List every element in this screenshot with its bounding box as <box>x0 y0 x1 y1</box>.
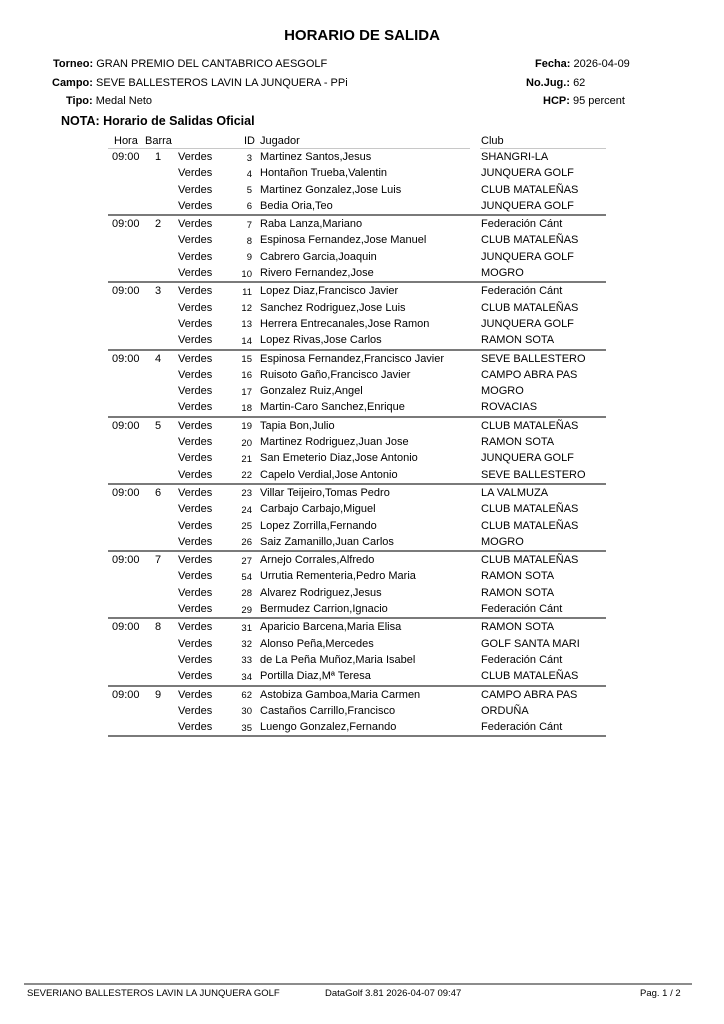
table-row <box>108 399 606 415</box>
barra-cell: 2 <box>155 218 162 231</box>
club-cell: CLUB MATALEÑAS <box>481 503 579 516</box>
player-id-cell: 5 <box>246 185 252 197</box>
barra-cell: 6 <box>155 486 162 499</box>
player-id-cell: 8 <box>246 235 252 247</box>
club-cell: Federación Cánt <box>481 603 563 616</box>
player-name-cell: San Emeterio Diaz,Jose Antonio <box>260 452 418 465</box>
player-name-cell: Alvarez Rodriguez,Jesus <box>260 586 382 599</box>
player-id-cell: 10 <box>241 268 252 280</box>
hora-cell: 09:00 <box>112 688 140 701</box>
tee-cell: Verdes <box>178 385 213 398</box>
player-id-cell: 12 <box>241 303 252 315</box>
tee-cell: Verdes <box>178 151 213 163</box>
club-cell: GOLF SANTA MARI <box>481 637 580 650</box>
fecha-field <box>535 58 630 70</box>
club-cell: LA VALMUZA <box>481 486 549 499</box>
player-id-cell: 9 <box>246 252 252 264</box>
tee-group <box>108 351 606 418</box>
table-row <box>108 552 606 568</box>
hora-cell: 09:00 <box>112 352 140 365</box>
player-name-cell: Alonso Peña,Mercedes <box>260 637 374 650</box>
player-name-cell: Lopez Diaz,Francisco Javier <box>260 285 399 298</box>
table-row <box>108 534 606 550</box>
tee-cell: Verdes <box>178 570 213 583</box>
club-cell: CLUB MATALEÑAS <box>481 670 579 683</box>
table-row <box>108 265 606 281</box>
player-name-cell: Martinez Rodriguez,Juan Jose <box>260 436 409 449</box>
table-row <box>108 485 606 501</box>
club-cell: CLUB MATALEÑAS <box>481 234 579 247</box>
player-name-cell: Villar Teijeiro,Tomas Pedro <box>260 486 390 499</box>
tee-group <box>108 283 606 350</box>
tee-cell: Verdes <box>178 688 213 701</box>
table-row <box>108 216 606 232</box>
torneo-value: GRAN PREMIO DEL CANTABRICO AESGOLF <box>96 58 328 70</box>
tee-cell: Verdes <box>178 670 213 683</box>
table-row <box>108 232 606 248</box>
header-hora: Hora <box>114 135 138 147</box>
footer-divider <box>24 983 692 985</box>
hora-cell: 09:00 <box>112 218 140 231</box>
hora-cell: 09:00 <box>112 285 140 298</box>
player-name-cell: Castaños Carrillo,Francisco <box>260 704 396 717</box>
tee-time-groups <box>108 149 606 737</box>
hora-cell: 09:00 <box>112 151 140 163</box>
player-id-cell: 32 <box>241 639 252 651</box>
header-id: ID <box>244 135 255 147</box>
barra-cell: 9 <box>155 688 162 701</box>
barra-cell: 5 <box>155 419 162 432</box>
barra-cell: 8 <box>155 621 162 634</box>
club-cell: CLUB MATALEÑAS <box>481 519 579 532</box>
tee-cell: Verdes <box>178 183 213 196</box>
player-name-cell: Bermudez Carrion,Ignacio <box>260 603 388 616</box>
player-id-cell: 27 <box>241 555 252 567</box>
table-row <box>108 719 606 735</box>
player-name-cell: Herrera Entrecanales,Jose Ramon <box>260 317 430 330</box>
club-cell: RAMON SOTA <box>481 436 555 449</box>
player-name-cell: Martin-Caro Sanchez,Enrique <box>260 401 405 414</box>
tee-cell: Verdes <box>178 436 213 449</box>
club-cell: SEVE BALLESTERO <box>481 352 586 365</box>
club-cell: CLUB MATALEÑAS <box>481 419 579 432</box>
tee-cell: Verdes <box>178 586 213 599</box>
player-name-cell: Martinez Gonzalez,Jose Luis <box>260 183 402 196</box>
player-id-cell: 20 <box>241 437 252 449</box>
club-cell: SEVE BALLESTERO <box>481 468 586 481</box>
tee-cell: Verdes <box>178 721 213 734</box>
player-name-cell: Tapia Bon,Julio <box>260 419 335 432</box>
club-cell: CLUB MATALEÑAS <box>481 183 579 196</box>
player-id-cell: 35 <box>241 722 252 734</box>
torneo-label: Torneo: <box>53 58 94 70</box>
club-cell: MOGRO <box>481 535 524 548</box>
player-id-cell: 14 <box>241 335 252 347</box>
tee-cell: Verdes <box>178 167 213 180</box>
tee-cell: Verdes <box>178 199 213 212</box>
table-row <box>108 652 606 668</box>
club-cell: Federación Cánt <box>481 721 563 734</box>
player-name-cell: Rivero Fernandez,Jose <box>260 267 374 280</box>
hcp-field <box>543 95 625 107</box>
nota <box>61 114 255 128</box>
header-barra: Barra <box>145 135 172 147</box>
player-id-cell: 54 <box>241 571 252 583</box>
table-row <box>108 501 606 517</box>
tee-cell: Verdes <box>178 267 213 280</box>
tee-cell: Verdes <box>178 637 213 650</box>
player-name-cell: Sanchez Rodriguez,Jose Luis <box>260 301 406 314</box>
hora-cell: 09:00 <box>112 486 140 499</box>
table-row <box>108 619 606 635</box>
fecha-label: Fecha: <box>535 58 571 70</box>
player-name-cell: Luengo Gonzalez,Fernando <box>260 721 397 734</box>
table-row <box>108 283 606 299</box>
tee-cell: Verdes <box>178 368 213 381</box>
nojug-field <box>526 77 585 89</box>
fecha-value: 2026-04-09 <box>573 58 630 70</box>
footer-club-name: SEVERIANO BALLESTEROS LAVIN LA JUNQUERA GOLF <box>27 988 280 999</box>
tee-cell: Verdes <box>178 486 213 499</box>
club-cell: CLUB MATALEÑAS <box>481 554 579 567</box>
tee-cell: Verdes <box>178 468 213 481</box>
player-id-cell: 28 <box>241 588 252 600</box>
header-club: Club <box>481 135 504 147</box>
player-name-cell: Ruisoto Gaño,Francisco Javier <box>260 368 411 381</box>
player-id-cell: 21 <box>241 453 252 465</box>
table-row <box>108 249 606 265</box>
player-id-cell: 23 <box>241 488 252 500</box>
player-name-cell: Hontañon Trueba,Valentin <box>260 167 387 180</box>
club-cell: JUNQUERA GOLF <box>481 452 574 465</box>
player-id-cell: 6 <box>246 201 252 213</box>
tee-cell: Verdes <box>178 653 213 666</box>
player-id-cell: 3 <box>246 152 252 164</box>
player-name-cell: Gonzalez Ruiz,Angel <box>260 385 363 398</box>
campo-value: SEVE BALLESTEROS LAVIN LA JUNQUERA - PPi <box>96 77 348 89</box>
club-cell: Federación Cánt <box>481 218 563 231</box>
player-id-cell: 22 <box>241 470 252 482</box>
player-id-cell: 4 <box>246 168 252 180</box>
player-id-cell: 16 <box>241 370 252 382</box>
club-cell: ORDUÑA <box>481 704 529 717</box>
player-id-cell: 15 <box>241 354 252 366</box>
player-name-cell: Lopez Zorrilla,Fernando <box>260 519 377 532</box>
barra-cell: 1 <box>155 151 162 163</box>
player-id-cell: 26 <box>241 537 252 549</box>
tee-cell: Verdes <box>178 250 213 263</box>
table-row <box>108 636 606 652</box>
campo-label: Campo: <box>52 77 93 89</box>
tee-group <box>108 216 606 283</box>
player-name-cell: Carbajo Carbajo,Miguel <box>260 503 376 516</box>
nota-label: NOTA: <box>61 114 100 128</box>
player-id-cell: 62 <box>241 690 252 701</box>
club-cell: Federación Cánt <box>481 285 563 298</box>
table-row <box>108 165 606 181</box>
table-row <box>108 703 606 719</box>
tee-cell: Verdes <box>178 334 213 347</box>
nota-value: Horario de Salidas Oficial <box>103 114 255 128</box>
tee-cell: Verdes <box>178 452 213 465</box>
club-cell: RAMON SOTA <box>481 621 555 634</box>
player-id-cell: 33 <box>241 655 252 667</box>
table-row <box>108 585 606 601</box>
club-cell: JUNQUERA GOLF <box>481 167 574 180</box>
tee-cell: Verdes <box>178 554 213 567</box>
club-cell: ROVACIAS <box>481 401 538 414</box>
table-row <box>108 149 606 165</box>
table-row <box>108 601 606 617</box>
player-name-cell: Portilla Diaz,Mª Teresa <box>260 670 371 683</box>
player-name-cell: Espinosa Fernandez,Francisco Javier <box>260 352 445 365</box>
player-name-cell: Bedia Oria,Teo <box>260 199 333 212</box>
table-row <box>108 316 606 332</box>
tee-cell: Verdes <box>178 218 213 231</box>
table-row <box>108 668 606 684</box>
tee-cell: Verdes <box>178 317 213 330</box>
footer-page-number: Pag. 1 / 2 <box>640 988 681 999</box>
table-row <box>108 418 606 434</box>
tee-cell: Verdes <box>178 535 213 548</box>
header-jugador: Jugador <box>260 135 300 147</box>
tee-group <box>108 687 606 738</box>
table-row <box>108 383 606 399</box>
barra-cell: 4 <box>155 352 162 365</box>
page-title: HORARIO DE SALIDA <box>284 27 440 44</box>
player-name-cell: de La Peña Muñoz,Maria Isabel <box>260 653 416 666</box>
player-name-cell: Espinosa Fernandez,Jose Manuel <box>260 234 427 247</box>
hcp-value: 95 percent <box>572 95 625 107</box>
club-cell: SHANGRI-LA <box>481 151 549 163</box>
player-name-cell: Raba Lanza,Mariano <box>260 218 363 231</box>
table-row <box>108 198 606 214</box>
tee-cell: Verdes <box>178 704 213 717</box>
player-id-cell: 24 <box>241 504 252 516</box>
nojug-value: 62 <box>573 77 586 89</box>
table-header <box>108 135 606 149</box>
club-cell: JUNQUERA GOLF <box>481 250 574 263</box>
player-id-cell: 18 <box>241 402 252 414</box>
tee-cell: Verdes <box>178 603 213 616</box>
club-cell: RAMON SOTA <box>481 586 555 599</box>
player-name-cell: Cabrero Garcia,Joaquin <box>260 250 377 263</box>
club-cell: JUNQUERA GOLF <box>481 199 574 212</box>
table-row <box>108 518 606 534</box>
club-cell: JUNQUERA GOLF <box>481 317 574 330</box>
player-name-cell: Capelo Verdial,Jose Antonio <box>260 468 398 481</box>
player-id-cell: 34 <box>241 671 252 683</box>
tee-cell: Verdes <box>178 621 213 634</box>
tipo-value: Medal Neto <box>95 95 153 107</box>
player-id-cell: 13 <box>241 319 252 331</box>
club-cell: RAMON SOTA <box>481 334 555 347</box>
hora-cell: 09:00 <box>112 419 140 432</box>
torneo-field <box>53 58 327 70</box>
player-name-cell: Martinez Santos,Jesus <box>260 151 372 163</box>
player-name-cell: Urrutia Rementeria,Pedro Maria <box>260 570 416 583</box>
player-name-cell: Lopez Rivas,Jose Carlos <box>260 334 382 347</box>
nojug-label: No.Jug.: <box>526 77 570 89</box>
player-name-cell: Astobiza Gamboa,Maria Carmen <box>260 688 421 701</box>
table-row <box>108 450 606 466</box>
campo-field <box>52 77 348 89</box>
player-id-cell: 7 <box>246 219 252 231</box>
tee-group <box>108 552 606 619</box>
hora-cell: 09:00 <box>112 554 140 567</box>
hcp-label: HCP: <box>543 95 570 107</box>
player-id-cell: 19 <box>241 421 252 433</box>
tee-cell: Verdes <box>178 352 213 365</box>
tee-cell: Verdes <box>178 401 213 414</box>
table-row <box>108 367 606 383</box>
tee-cell: Verdes <box>178 419 213 432</box>
club-cell: RAMON SOTA <box>481 570 555 583</box>
club-cell: CLUB MATALEÑAS <box>481 301 579 314</box>
table-row <box>108 687 606 703</box>
tee-cell: Verdes <box>178 503 213 516</box>
player-name-cell: Arnejo Corrales,Alfredo <box>260 554 375 567</box>
table-row <box>108 467 606 483</box>
player-id-cell: 17 <box>241 386 252 398</box>
player-id-cell: 11 <box>242 286 252 298</box>
barra-cell: 3 <box>155 285 162 298</box>
hora-cell: 09:00 <box>112 621 140 634</box>
club-cell: CAMPO ABRA PAS <box>481 688 578 701</box>
club-cell: Federación Cánt <box>481 653 563 666</box>
table-row <box>108 351 606 367</box>
tee-group <box>108 149 606 216</box>
table-row <box>108 300 606 316</box>
player-id-cell: 25 <box>241 521 252 533</box>
table-row <box>108 434 606 450</box>
tee-cell: Verdes <box>178 519 213 532</box>
tee-group <box>108 619 606 686</box>
player-name-cell: Saiz Zamanillo,Juan Carlos <box>260 535 394 548</box>
club-cell: MOGRO <box>481 267 524 280</box>
table-row <box>108 182 606 198</box>
player-id-cell: 30 <box>241 706 252 718</box>
tipo-label: Tipo: <box>66 95 93 107</box>
tee-cell: Verdes <box>178 285 213 298</box>
tipo-field <box>66 95 152 107</box>
player-id-cell: 29 <box>241 604 252 616</box>
player-name-cell: Aparicio Barcena,Maria Elisa <box>260 621 402 634</box>
tee-cell: Verdes <box>178 301 213 314</box>
tee-group <box>108 485 606 552</box>
player-id-cell: 31 <box>241 622 252 634</box>
club-cell: CAMPO ABRA PAS <box>481 368 578 381</box>
table-row <box>108 332 606 348</box>
footer-software: DataGolf 3.81 2026-04-07 09:47 <box>325 988 462 999</box>
barra-cell: 7 <box>155 554 162 567</box>
tee-cell: Verdes <box>178 234 213 247</box>
tee-group <box>108 418 606 485</box>
club-cell: MOGRO <box>481 385 524 398</box>
table-row <box>108 568 606 584</box>
